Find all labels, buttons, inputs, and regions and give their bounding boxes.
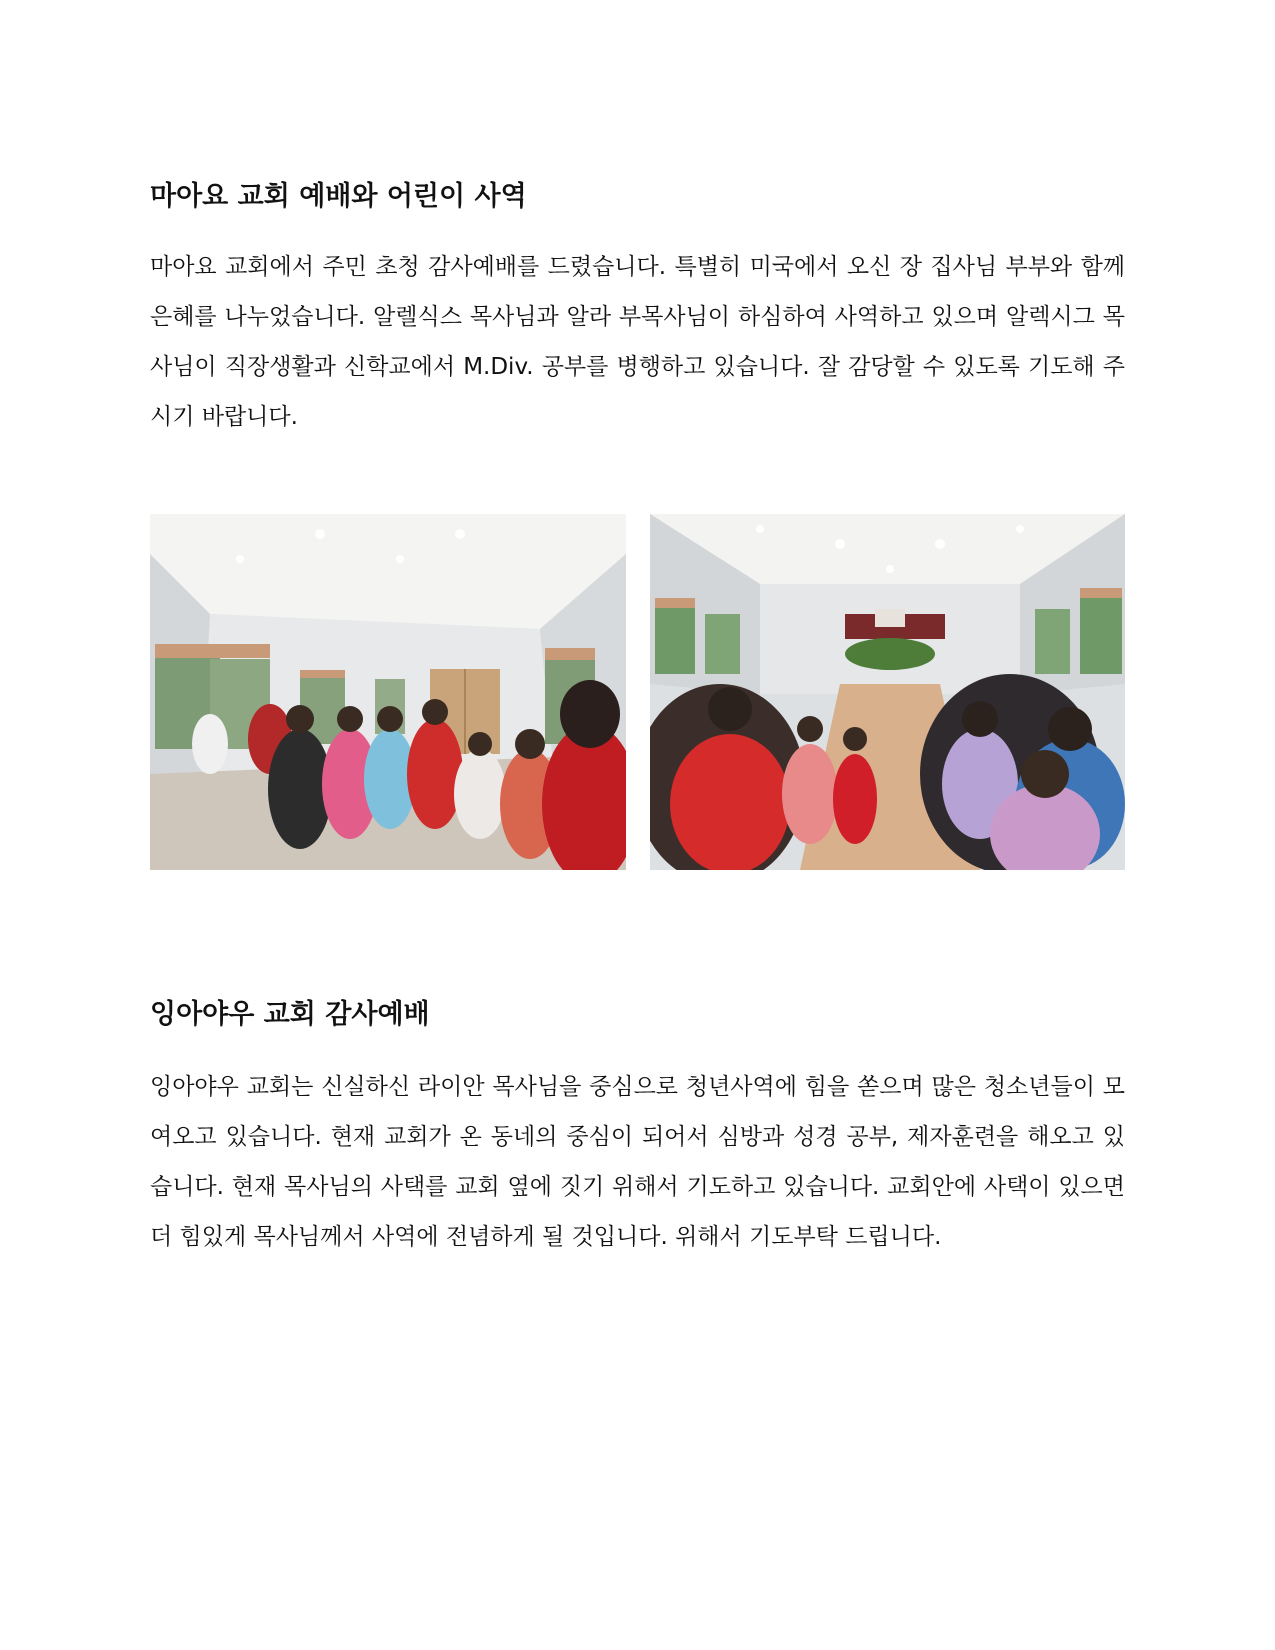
section-paragraph: 잉아야우 교회는 신실하신 라이안 목사님을 중심으로 청년사역에 힘을 쏟으며 많은 청소년들이 모여오고 있습니다. 현재 교회가 온 동네의 중심이 되어서 심방과 성경 공부, 제자훈련을 해오고 있습니다. 현재 목사님의 사택를 교회 옆에 짓기 위해서 기도하고 있습니다. 교회안에 사택이 있으면 더 힘있게 목사님께서 사역에 전념하게 될 것입니다. 위해서 기도부탁 드립니다. — [150, 1074, 1125, 1250]
section-ingayau-church — [150, 998, 1125, 1262]
photo-congregation-worship-image — [650, 514, 1125, 870]
section-heading: 마아요 교회 예배와 어린이 사역 — [150, 181, 527, 212]
photo-children-worship-image — [150, 514, 626, 870]
section-mayo-church — [150, 180, 1125, 442]
photo-children-worship — [150, 514, 626, 870]
photo-congregation-worship — [650, 514, 1125, 870]
section-heading: 잉아야우 교회 감사예배 — [150, 999, 430, 1030]
section-paragraph: 마아요 교회에서 주민 초청 감사예배를 드렸습니다. 특별히 미국에서 오신 장 집사님 부부와 함께 은혜를 나누었습니다. 알렐식스 목사님과 알라 부목사님이 하심하여 사역하고 있으며 알렉시그 목사님이 직장생활과 신학교에서 M.Div. 공부를 병행하고 있습니다. 잘 감당할 수 있도록 기도해 주시기 바랍니다. — [150, 254, 1125, 430]
